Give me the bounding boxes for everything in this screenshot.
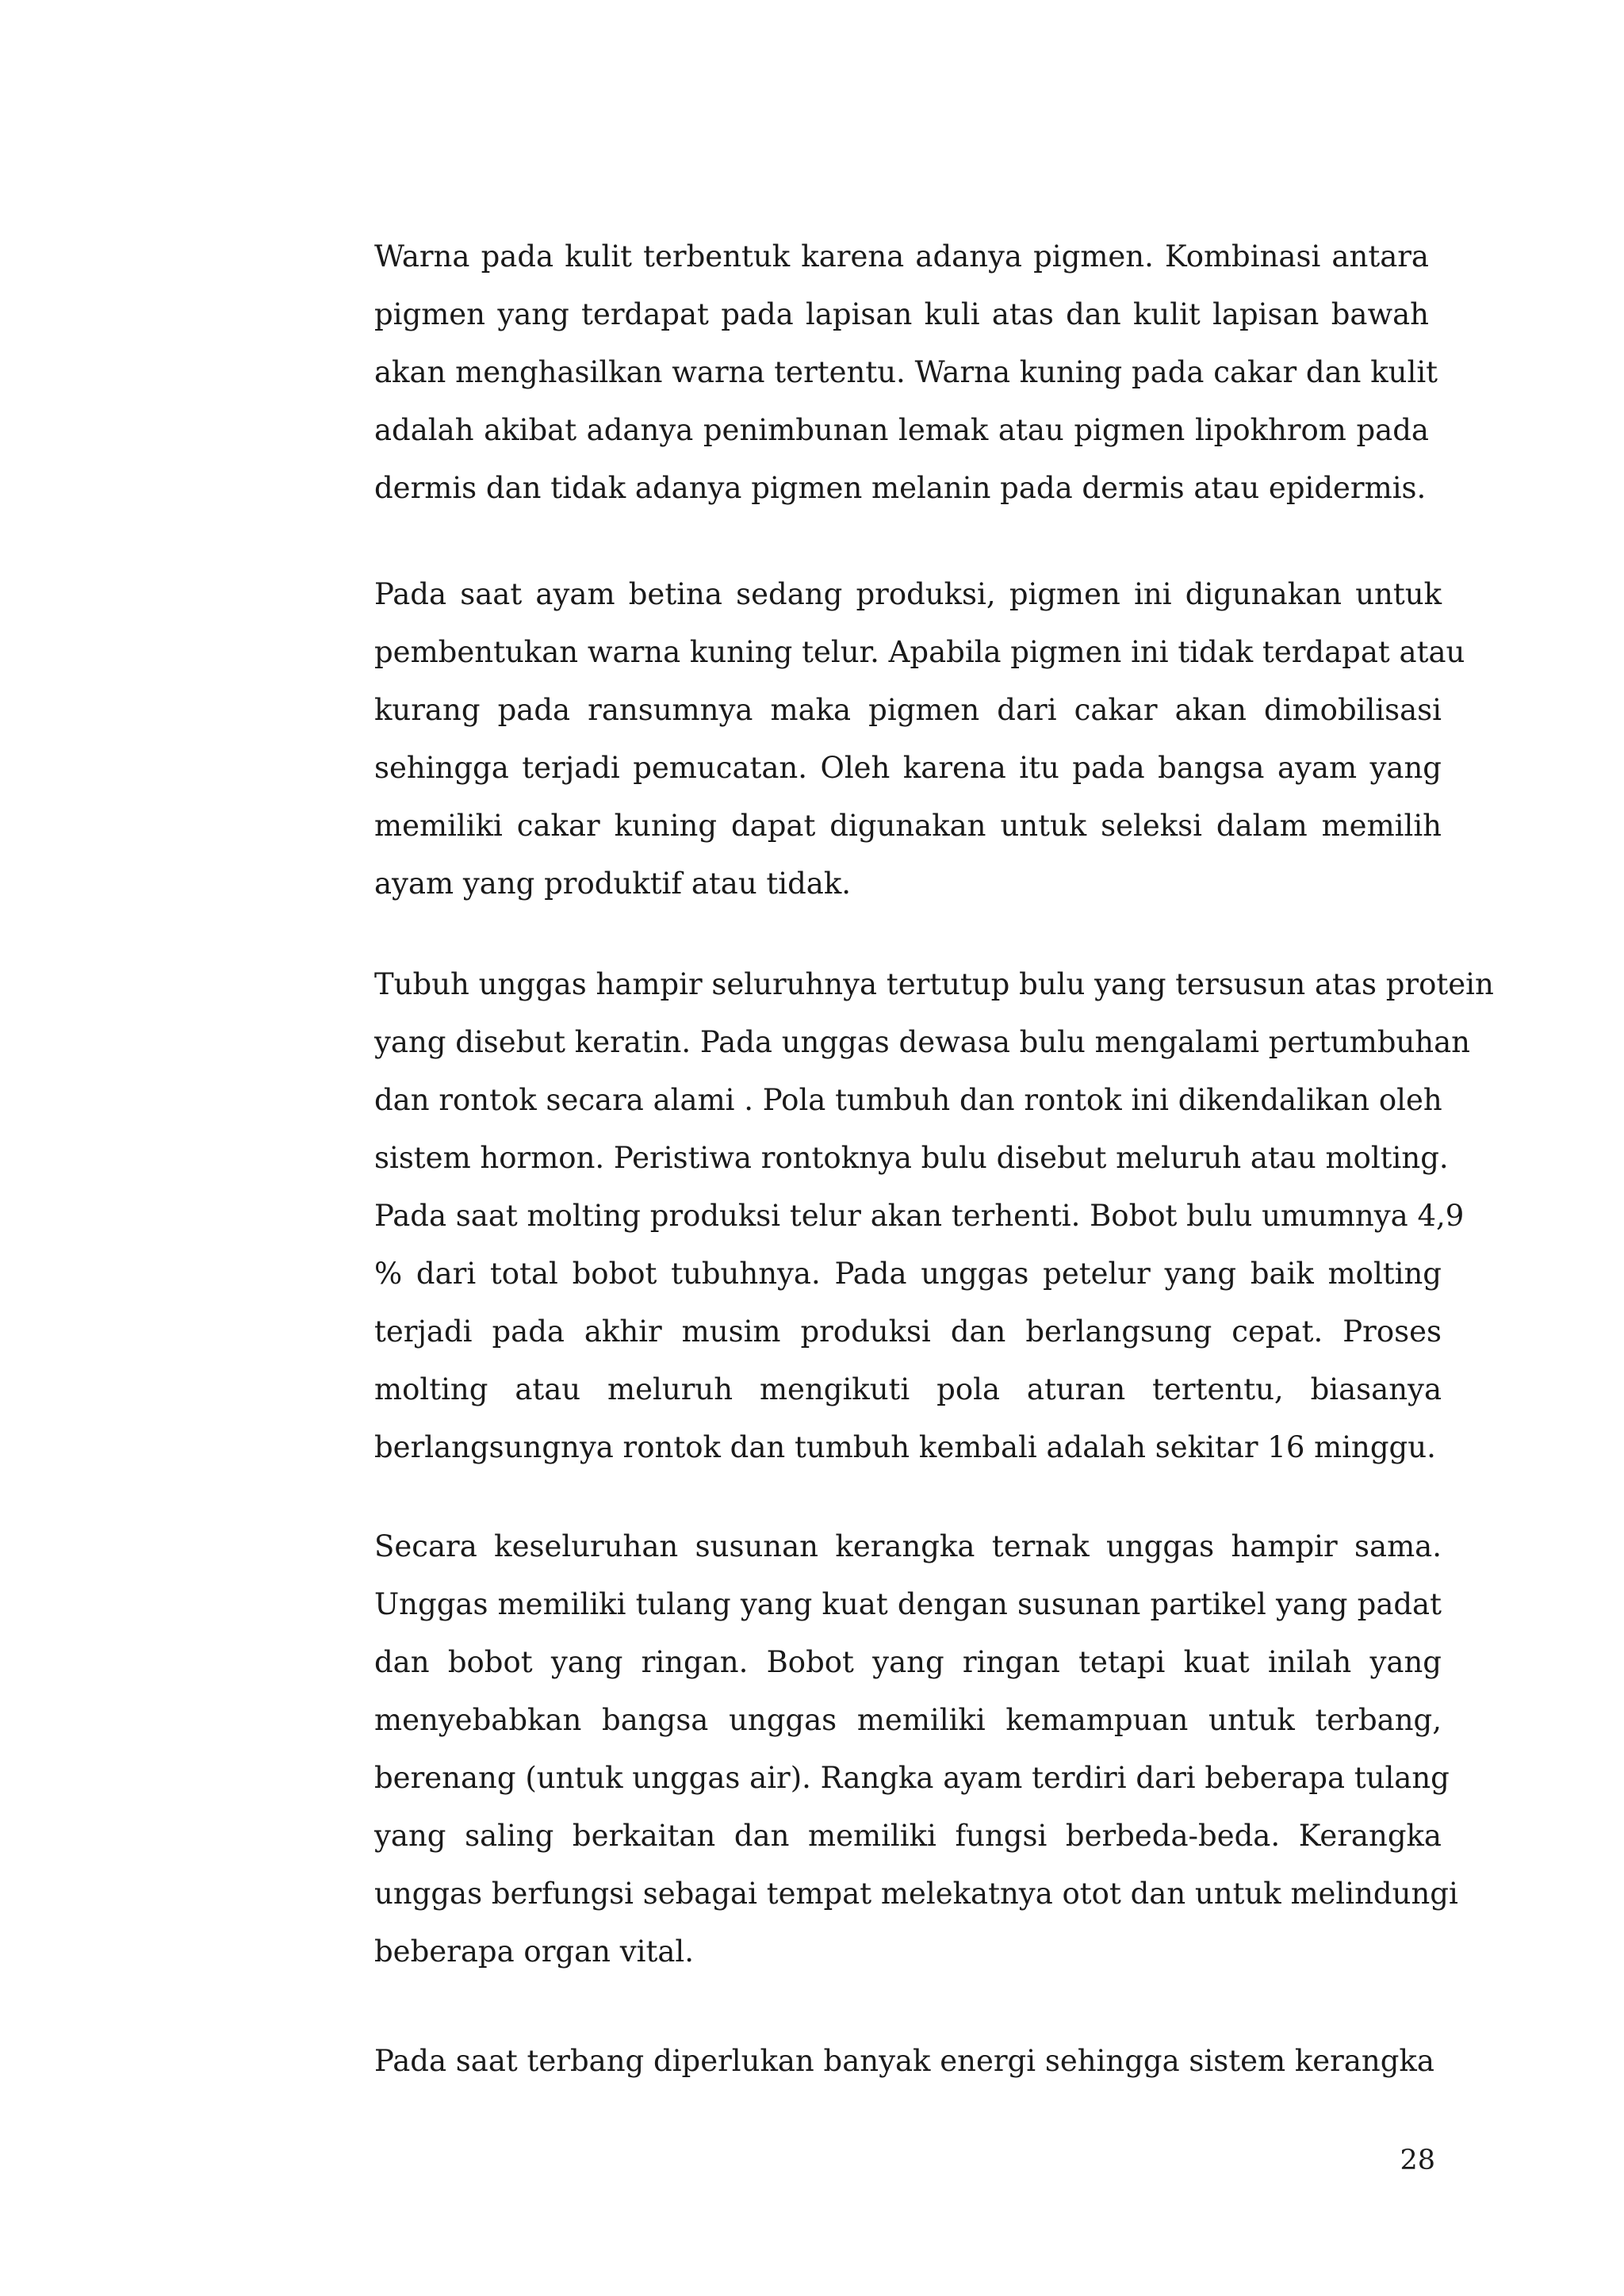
text-line: pembentukan warna kuning telur. Apabila pigmen ini tidak terdapat atau	[374, 635, 1465, 669]
text-line: Warna pada kulit terbentuk karena adanya pigmen. Kombinasi antara	[374, 239, 1429, 274]
text-line: menyebabkan bangsa unggas memiliki kemampuan untuk terbang,	[374, 1703, 1442, 1737]
paragraph-egg-production	[374, 565, 1465, 913]
text-line: Unggas memiliki tulang yang kuat dengan susunan partikel yang padat	[374, 1587, 1442, 1621]
text-line: memiliki cakar kuning dapat digunakan untuk seleksi dalam memilih	[374, 809, 1442, 843]
text-line: terjadi pada akhir musim produksi dan berlangsung cepat. Proses	[374, 1314, 1442, 1349]
text-line: yang saling berkaitan dan memiliki fungsi berbeda-beda. Kerangka	[374, 1819, 1442, 1853]
text-line: berenang (untuk unggas air). Rangka ayam terdiri dari beberapa tulang	[374, 1761, 1450, 1795]
text-line: Secara keseluruhan susunan kerangka ternak unggas hampir sama.	[374, 1529, 1442, 1563]
text-line: yang disebut keratin. Pada unggas dewasa bulu mengalami pertumbuhan	[374, 1025, 1471, 1059]
text-line: beberapa organ vital.	[374, 1934, 694, 1969]
text-line: molting atau meluruh mengikuti pola aturan tertentu, biasanya	[374, 1372, 1442, 1406]
text-line: dan rontok secara alami . Pola tumbuh dan rontok ini dikendalikan oleh	[374, 1083, 1442, 1117]
text-line: ayam yang produktif atau tidak.	[374, 867, 852, 901]
text-line: dermis dan tidak adanya pigmen melanin pada dermis atau epidermis.	[374, 471, 1427, 505]
text-line: akan menghasilkan warna tertentu. Warna kuning pada cakar dan kulit	[374, 355, 1438, 389]
paragraph-feathers-molting	[374, 955, 1494, 1476]
text-line: kurang pada ransumnya maka pigmen dari cakar akan dimobilisasi	[374, 693, 1442, 727]
text-line: Pada saat terbang diperlukan banyak energi sehingga sistem kerangka	[374, 2044, 1434, 2078]
text-line: adalah akibat adanya penimbunan lemak atau pigmen lipokhrom pada	[374, 413, 1429, 447]
text-line: dan bobot yang ringan. Bobot yang ringan tetapi kuat inilah yang	[374, 1645, 1442, 1679]
text-line: sistem hormon. Peristiwa rontoknya bulu disebut meluruh atau molting.	[374, 1141, 1449, 1175]
text-line: unggas berfungsi sebagai tempat melekatnya otot dan untuk melindungi	[374, 1877, 1458, 1911]
text-line: Pada saat molting produksi telur akan terhenti. Bobot bulu umumnya 4,9	[374, 1199, 1465, 1233]
text-line: sehingga terjadi pemucatan. Oleh karena itu pada bangsa ayam yang	[374, 751, 1442, 785]
paragraph-skeleton	[374, 1517, 1458, 1980]
paragraph-pigment-skin	[374, 228, 1438, 517]
page-number: 28	[1400, 2145, 1435, 2176]
text-line: Tubuh unggas hampir seluruhnya tertutup bulu yang tersusun atas protein	[374, 967, 1494, 1001]
text-line: Pada saat ayam betina sedang produksi, pigmen ini digunakan untuk	[374, 577, 1442, 611]
paragraph-flight-energy	[374, 2032, 1434, 2090]
text-line: pigmen yang terdapat pada lapisan kuli atas dan kulit lapisan bawah	[374, 297, 1429, 331]
text-line: % dari total bobot tubuhnya. Pada unggas petelur yang baik molting	[374, 1257, 1442, 1291]
text-line: berlangsungnya rontok dan tumbuh kembali adalah sekitar 16 minggu.	[374, 1430, 1436, 1464]
